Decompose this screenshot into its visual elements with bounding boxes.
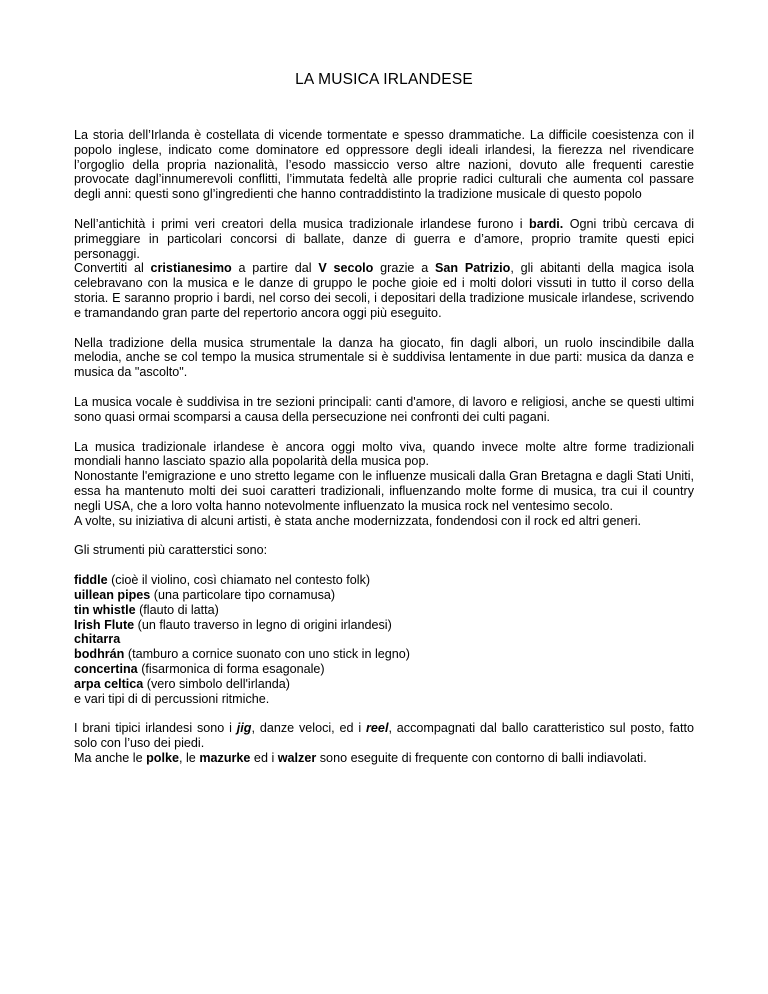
paragraph-vocal: La musica vocale è suddivisa in tre sezioni principali: canti d'amore, di lavoro e religiosi, anche se questi ultimi sono quasi ormai scomparsi a causa della persecuzione nei confronti dei culti pagani. xyxy=(74,394,694,424)
bold-term: jig xyxy=(236,721,252,736)
list-item: bodhrán (tamburo a cornice suonato con uno stick in legno) xyxy=(74,647,410,662)
bold-term: San Patrizio xyxy=(434,261,511,276)
bold-term: bardi. xyxy=(529,216,564,231)
paragraph-emigration: Nonostante l'emigrazione e uno stretto legame con le influenze musicali dalla Gran Bretagna e dagli Stati Uniti, essa ha mantenuto molti dei suoi caratteri tradizionali, influenzando molte forme di musica, tra cui il country negli USA, che a loro volta hanno notevolmente influenzato la musica rock nel ventesimo secolo. xyxy=(74,469,694,513)
paragraph-polke: Ma anche le polke, le mazurke ed i walzer sono eseguite di frequente con contorno di balli indiavolati. xyxy=(74,750,647,765)
list-item: arpa celtica (vero simbolo dell'irlanda) xyxy=(74,676,290,691)
instruments-intro: Gli strumenti più caratterstici sono: xyxy=(74,543,268,558)
paragraph-alive: La musica tradizionale irlandese è ancora oggi molto viva, quando invece molte altre forme tradizionali mondiali hanno lasciato spazio alla popolarità della musica pop. xyxy=(74,439,694,469)
paragraph-dances: I brani tipici irlandesi sono i jig, danze veloci, ed i reel, accompagnati dal ballo caratteristico sul posto, fatto solo con l’uso dei piedi. xyxy=(74,721,694,751)
bold-term: reel xyxy=(366,721,389,736)
page-title: LA MUSICA IRLANDESE xyxy=(295,71,473,88)
instrument-list xyxy=(74,573,694,706)
bold-term: mazurke xyxy=(199,750,251,765)
paragraph-christianity: Convertiti al cristianesimo a partire dal V secolo grazie a San Patrizio, gli abitanti della magica isola celebravano con la musica e le danze di gruppo le poche gioie ed i molti dolori vissuti in tutto il corso della storia. E saranno proprio i bardi, nel corso dei secoli, i depositari della tradizione musicale irlandese, scrivendo e tramandando gran parte del repertorio ancora oggi più eseguito. xyxy=(74,261,694,320)
bold-term: walzer xyxy=(277,750,317,765)
list-item: Irish Flute (un flauto traverso in legno di origini irlandesi) xyxy=(74,617,392,632)
list-item: tin whistle (flauto di latta) xyxy=(74,602,219,617)
bold-term: cristianesimo xyxy=(150,261,232,276)
bold-term: polke xyxy=(146,750,180,765)
list-item: fiddle (cioè il violino, così chiamato nel contesto folk) xyxy=(74,573,371,588)
paragraph-modernized: A volte, su iniziativa di alcuni artisti, è stata anche modernizzata, fondendosi con il rock ed altri generi. xyxy=(74,513,642,528)
paragraph-instrumental: Nella tradizione della musica strumentale la danza ha giocato, fin dagli albori, un ruolo inscindibile dalla melodia, anche se col tempo la musica strumentale si è suddivisa lentamente in due parti: musica da danza e musica da "ascolto". xyxy=(74,335,694,380)
list-item: uillean pipes (una particolare tipo cornamusa) xyxy=(74,587,336,602)
instruments-outro: e vari tipi di di percussioni ritmiche. xyxy=(74,691,270,706)
list-item: chitarra xyxy=(74,632,121,647)
document-page xyxy=(74,70,694,766)
bold-term: V secolo xyxy=(318,261,374,276)
list-item: concertina (fisarmonica di forma esagonale) xyxy=(74,661,325,676)
paragraph-bards: Nell’antichità i primi veri creatori della musica tradizionale irlandese furono i bardi. Ogni tribù cercava di primeggiare in particolari concorsi di ballate, danze di guerra e d’amore, proprio tramite questi epici personaggi. xyxy=(74,216,695,261)
paragraph-history: La storia dell’Irlanda è costellata di vicende tormentate e spesso drammatiche. La difficile coesistenza con il popolo inglese, indicato come dominatore ed oppressore degli ideali irlandesi, la fierezza nel rivendicare l’orgoglio della propria nazionalità, l’esodo massiccio verso altre nazioni, dovuto alle frequenti carestie provocate dagl’innumerevoli conflitti, l’immutata fedeltà alle proprie radici culturali che aumenta col passare degli anni: questi sono gl’ingredienti che hanno contraddistinto la tradizione musicale di questo popolo xyxy=(74,128,694,202)
